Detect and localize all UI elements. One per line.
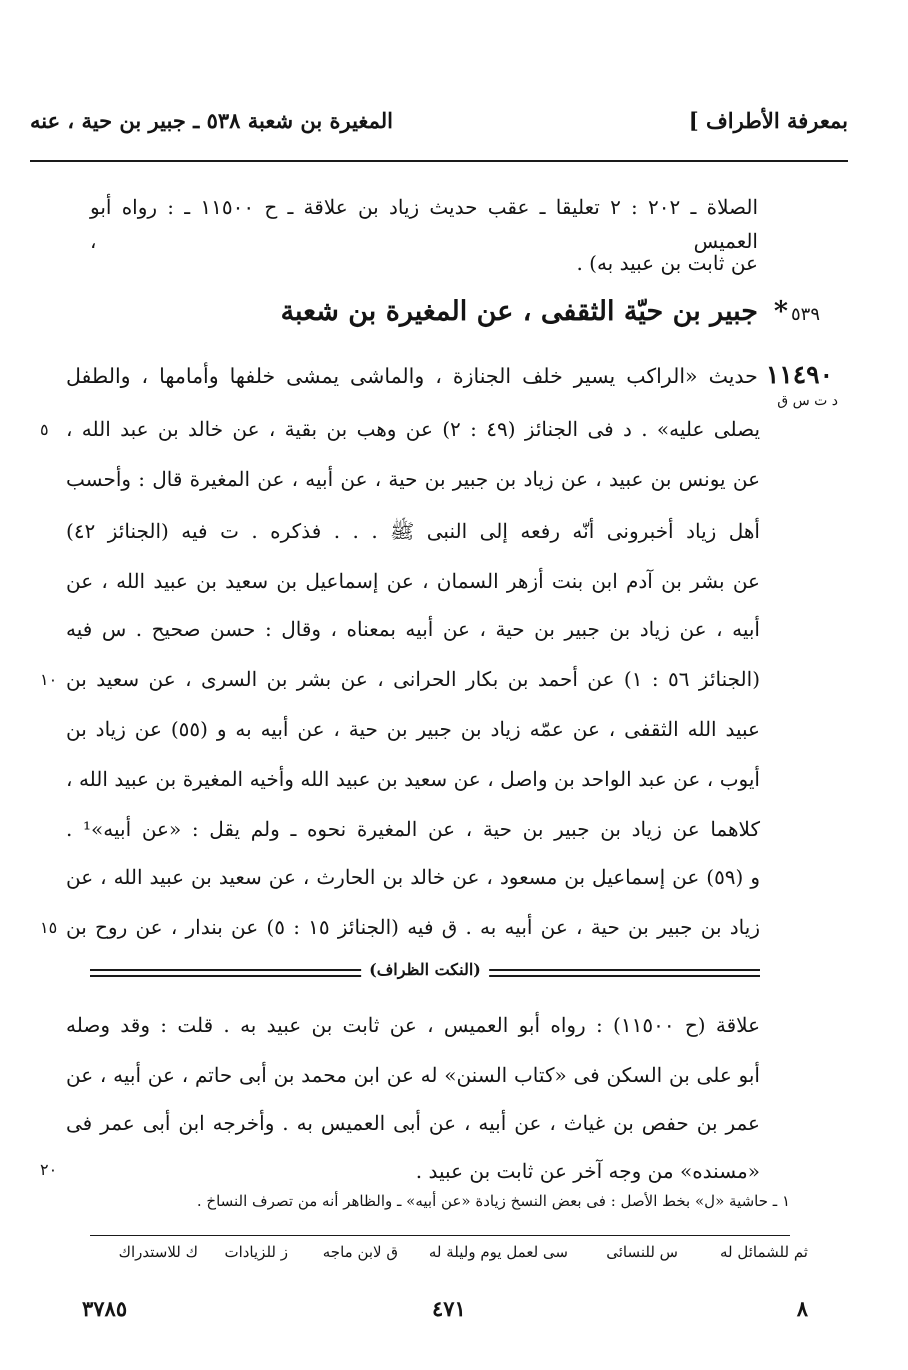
hadith-line-7: (الجنائز ٥٦ : ١) عن أحمد بن بكار الحرانى ، عن بشر بن السرى ، عن سعيد بن bbox=[66, 667, 761, 691]
nukat-divider bbox=[90, 960, 760, 986]
hadith-line-10: كلاهما عن زياد بن جبير بن حية ، عن المغيرة نحوه ـ ولم يقل : «عن أبيه»¹ . bbox=[66, 817, 760, 841]
hadith-line-3: عن يونس بن عبيد ، عن زياد بن جبير بن حية ، عن أبيه ، عن المغيرة قال : وأحسب bbox=[66, 467, 760, 491]
header-rule bbox=[30, 160, 848, 162]
hadith-sigla: د ت س ق bbox=[777, 393, 838, 409]
section-heading bbox=[280, 296, 820, 327]
nukat-line-1: علاقة (ح ١١٥٠٠) : رواه أبو العميس ، عن ثابت بن عبيد به . قلت : وقد وصله bbox=[66, 1013, 761, 1037]
section-heading-text: جبير بن حيّة الثقفى ، عن المغيرة بن شعبة bbox=[280, 296, 758, 327]
keys-rule bbox=[90, 1235, 790, 1236]
section-number: ٥٣٩ bbox=[790, 304, 820, 325]
sigla-key-row bbox=[100, 1243, 808, 1271]
footer-cumulative-number: ٣٧٨٥ bbox=[82, 1296, 128, 1321]
nukat-line-3: عمر بن حفص بن غياث ، عن أبيه ، عن أبى العميس به . وأخرجه ابن أبى عمر فى bbox=[66, 1111, 760, 1135]
hadith-line-12: زياد بن جبير بن حية ، عن أبيه به . ق فيه (الجنائز ١٥ : ٥) عن بندار ، عن روح بن bbox=[66, 915, 760, 939]
key-ziyadat: ز للزيادات bbox=[224, 1243, 288, 1261]
hadith-line-2: يصلى عليه» . د فى الجنائز (٤٩ : ٢) عن وهب بن بقية ، عن خالد بن عبد الله ، bbox=[66, 417, 761, 441]
key-nasai: س للنسائى bbox=[606, 1243, 678, 1261]
hadith-line-11: و (٥٩) عن إسماعيل بن مسعود ، عن خالد بن الحارث ، عن سعيد بن عبيد الله ، عن bbox=[66, 865, 760, 889]
nukat-line-4: «مسنده» من وجه آخر عن ثابت بن عبيد . bbox=[415, 1159, 760, 1183]
key-istidrak: ك للاستدراك bbox=[118, 1243, 198, 1261]
hadith-line-1-text: حديث «الراكب يسير خلف الجنازة ، والماشى يمشى خلفها وأمامها ، والطفل bbox=[66, 364, 758, 388]
margin-line-number: ٥ bbox=[40, 420, 49, 439]
intro-line-2: عن ثابت بن عبيد به) . bbox=[576, 251, 758, 275]
intro-line-1: الصلاة ـ ٢٠٢ : ٢ تعليقا ـ عقب حديث زياد بن علاقة ـ ح ١١٥٠٠ ـ : رواه أبو العميس ، bbox=[90, 195, 759, 253]
running-header bbox=[30, 108, 848, 152]
section-star: * bbox=[773, 296, 788, 327]
nukat-title: (النكت الظراف) bbox=[361, 960, 489, 979]
margin-line-number: ٢٠ bbox=[40, 1160, 58, 1179]
margin-line-number: ١٥ bbox=[40, 918, 58, 937]
hadith-line-9: أيوب ، عن عبد الواحد بن واصل ، عن سعيد بن عبيد الله وأخيه المغيرة بن عبيد الله ، bbox=[66, 767, 760, 791]
header-book-title: بمعرفة الأطراف ] bbox=[688, 108, 848, 133]
nukat-line-2: أبو على بن السكن فى «كتاب السنن» له عن ابن محمد بن أبى حاتم ، عن أبيه ، عن bbox=[66, 1063, 760, 1087]
hadith-line-5: عن بشر بن آدم ابن بنت أزهر السمان ، عن إسماعيل بن سعيد بن عبيد الله ، عن bbox=[66, 569, 760, 593]
footnote: ١ ـ حاشية «ل» بخط الأصل : فى بعض النسخ زيادة «عن أبيه» ـ والظاهر أنه من تصرف النساخ . bbox=[196, 1192, 790, 1210]
hadith-line-6: أبيه ، عن زياد بن جبير بن حية ، عن أبيه بمعناه ، وقال : حسن صحيح . س فيه bbox=[66, 617, 760, 641]
key-amal-yawm: سى لعمل يوم وليلة له bbox=[428, 1243, 568, 1261]
hadith-line-4: أهل زياد أخبرونى أنّه رفعه إلى النبى ﷺ . . . فذكره . ت فيه (الجنائز ٤٢) bbox=[66, 519, 760, 543]
key-shamail: ثم للشمائل له bbox=[719, 1243, 808, 1261]
hadith-line-8: عبيد الله الثقفى ، عن عمّه زياد بن جبير بن حية ، عن أبيه به و (٥٥) عن زياد بن bbox=[66, 717, 760, 741]
margin-line-number: ١٠ bbox=[40, 670, 58, 689]
key-ibn-majah: ق لابن ماجه bbox=[322, 1243, 398, 1261]
hadith-line-1 bbox=[66, 358, 833, 392]
hadith-number: ١١٤٩٠ bbox=[765, 360, 833, 389]
footer-volume-number: ٨ bbox=[796, 1296, 808, 1321]
page-number: ٤٧١ bbox=[432, 1296, 466, 1321]
header-section-title: المغيرة بن شعبة ٥٣٨ ـ جبير بن حية ، عنه bbox=[30, 108, 393, 133]
